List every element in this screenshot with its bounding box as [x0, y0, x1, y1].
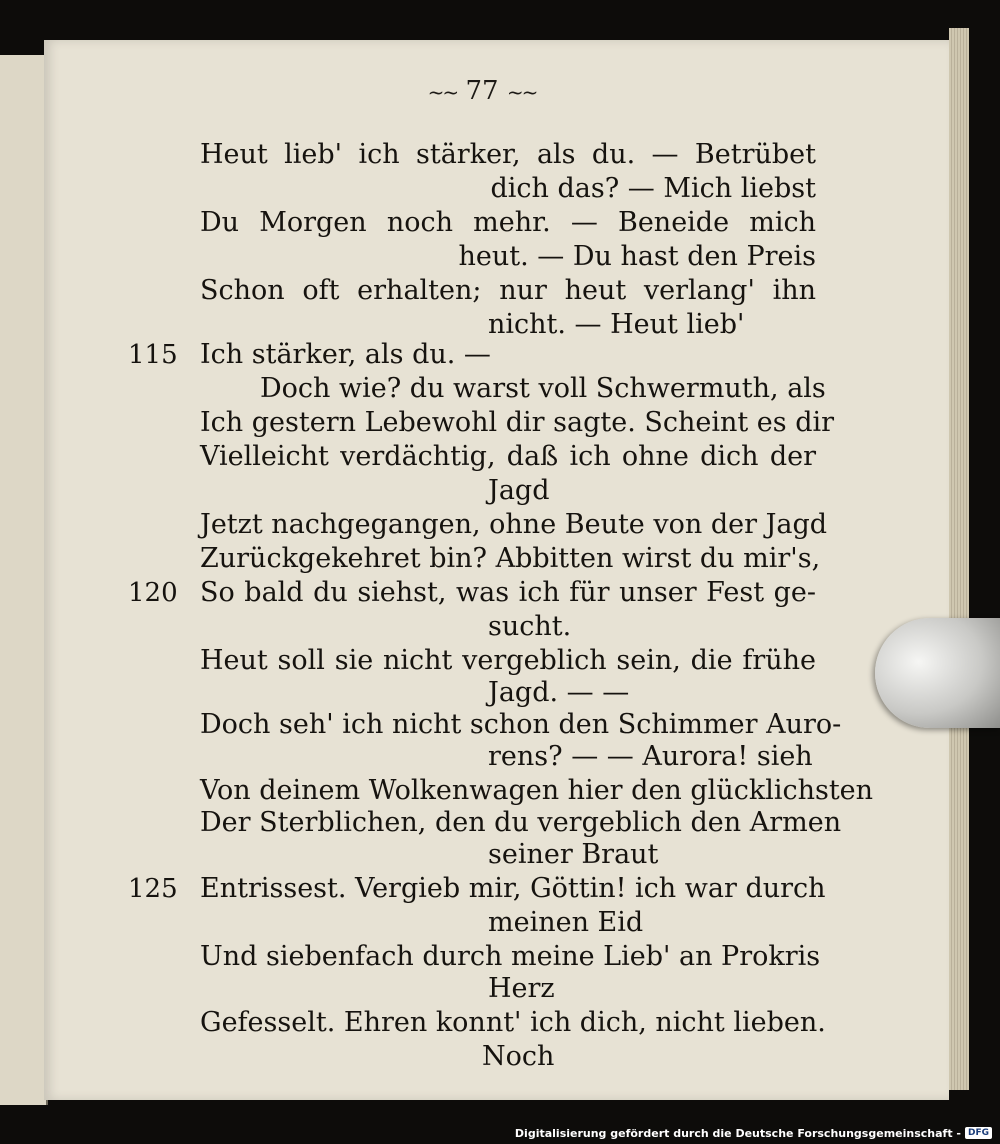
- verse-line: Schon oft erhalten; nur heut verlang' ihn: [200, 275, 816, 306]
- verse-line: rens? — — Aurora! sieh: [488, 741, 813, 772]
- verse-line: So bald du siehst, was ich für unser Fest ge-: [200, 577, 816, 608]
- page-header: [382, 76, 582, 106]
- verse-line: Herz: [488, 973, 555, 1004]
- verse-line: Doch wie? du warst voll Schwermuth, als: [260, 373, 826, 404]
- ornament-left: ~~: [427, 80, 458, 104]
- verse-line: Jagd: [488, 475, 550, 506]
- digitization-footer: [515, 1125, 992, 1141]
- verse-line: Doch seh' ich nicht schon den Schimmer Auro-: [200, 709, 842, 740]
- verse-line: heut. — Du hast den Preis: [458, 241, 816, 272]
- verse-line: Von deinem Wolkenwagen hier den glücklichsten: [200, 775, 874, 806]
- verse-line: seiner Braut: [488, 839, 659, 870]
- page-number: 77: [465, 76, 499, 106]
- verse-line: Und siebenfach durch meine Lieb' an Prokris: [200, 941, 821, 972]
- page-stack-edge: [949, 28, 969, 1090]
- verse-line: Ich gestern Lebewohl dir sagte. Scheint es dir: [200, 407, 835, 438]
- verse-line: Der Sterblichen, den du vergeblich den Armen: [200, 807, 842, 838]
- page-holder-clip: [875, 618, 1000, 728]
- verse-line: Vielleicht verdächtig, daß ich ohne dich der: [200, 441, 816, 472]
- facing-page-edge: [0, 55, 48, 1105]
- verse-line: Entrissest. Vergieb mir, Göttin! ich war durch: [200, 873, 826, 904]
- verse-line: dich das? — Mich liebst: [490, 173, 816, 204]
- dfg-logo-icon: DFG: [965, 1127, 992, 1139]
- verse-line: Ich stärker, als du. —: [200, 339, 491, 370]
- ornament-right: ~~: [506, 80, 537, 104]
- verse-line: Heut lieb' ich stärker, als du. — Betrübet: [200, 139, 816, 170]
- verse-line: Zurückgekehret bin? Abbitten wirst du mir's,: [200, 543, 821, 574]
- line-number: 120: [128, 578, 178, 608]
- footer-credit: Digitalisierung gefördert durch die Deutsche Forschungsgemeinschaft -: [514, 1126, 961, 1140]
- verse-line: Jagd. — —: [488, 677, 630, 708]
- verse-line: Heut soll sie nicht vergeblich sein, die frühe: [200, 645, 816, 676]
- line-number: 115: [128, 340, 178, 370]
- line-number: 125: [128, 874, 178, 904]
- verse-line: meinen Eid: [488, 907, 644, 938]
- verse-line: Du Morgen noch mehr. — Beneide mich: [200, 207, 816, 238]
- catchword: Noch: [482, 1041, 555, 1072]
- verse-line: Jetzt nachgegangen, ohne Beute von der Jagd: [200, 509, 828, 540]
- verse-line: nicht. — Heut lieb': [488, 309, 745, 340]
- verse-line: sucht.: [488, 611, 572, 642]
- verse-line: Gefesselt. Ehren konnt' ich dich, nicht lieben.: [200, 1007, 826, 1038]
